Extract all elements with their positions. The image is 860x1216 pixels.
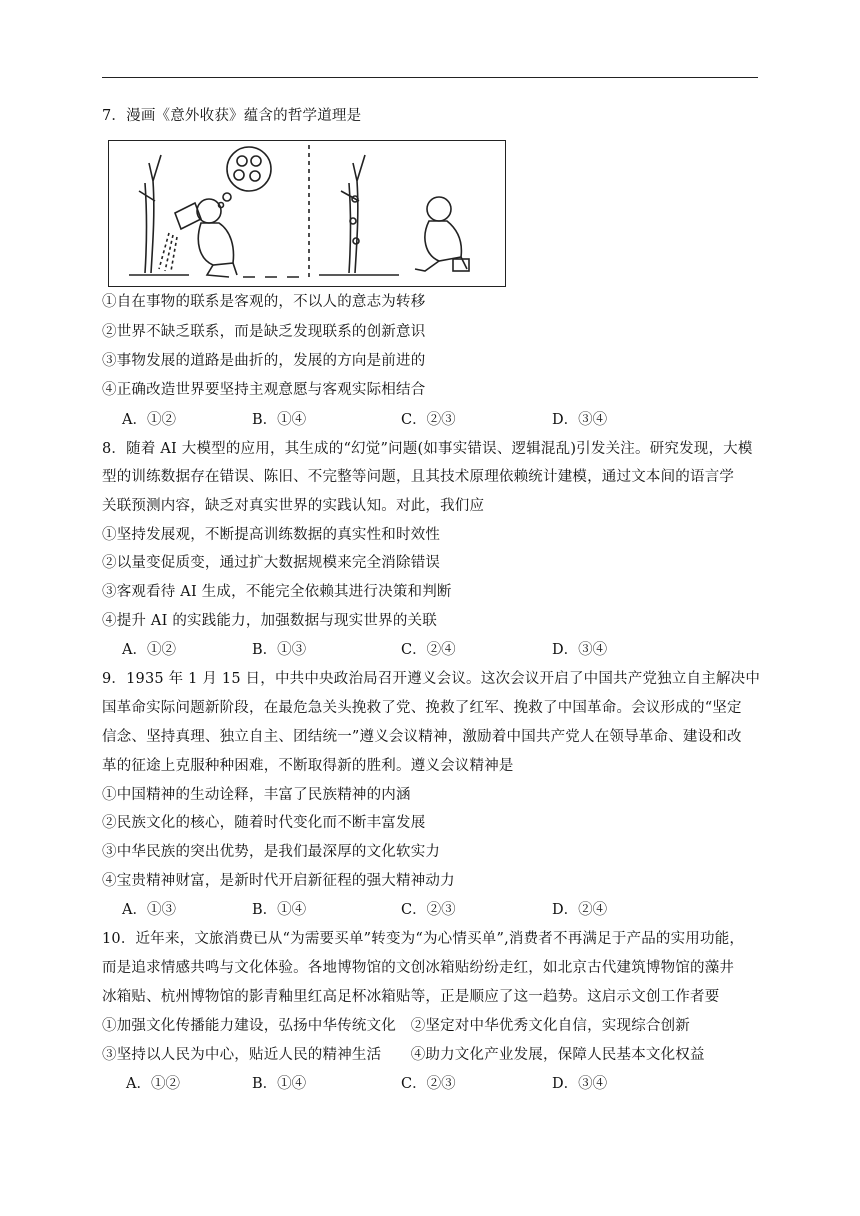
q9-stem-line-3: 信念、坚持真理、独立自主、团结统一”遵义会议精神，激励着中国共产党人在领导革命、建设和改 [102, 729, 742, 745]
q9-option-a[interactable]: A．①③ [122, 902, 176, 918]
q7-stem: 7．漫画《意外收获》蕴含的哲学道理是 [102, 108, 362, 124]
cartoon-watering-tree-apples-icon [109, 141, 505, 286]
q8-stem-line-2: 型的训练数据存在错误、陈旧、不完整等问题，且其技术原理依赖统计建模，通过文本间的语言学 [102, 469, 735, 485]
q8-stem-line-3: 关联预测内容，缺乏对真实世界的实践认知。对此，我们应 [102, 498, 485, 514]
q9-item-1: ①中国精神的生动诠释，丰富了民族精神的内涵 [102, 787, 411, 803]
q10-option-d[interactable]: D．③④ [552, 1076, 608, 1092]
q10-option-c[interactable]: C．②③ [401, 1076, 456, 1092]
q7-item-2: ②世界不缺乏联系，而是缺乏发现联系的创新意识 [102, 324, 426, 340]
header-rule [102, 77, 758, 78]
q9-item-4: ④宝贵精神财富，是新时代开启新征程的强大精神动力 [102, 873, 455, 889]
q8-stem-line-1: 8．随着 AI 大模型的应用，其生成的“幻觉”问题(如事实错误、逻辑混乱)引发关注。研究发现，大模 [102, 441, 753, 457]
q9-option-b[interactable]: B．①④ [252, 902, 307, 918]
q9-option-d[interactable]: D．②④ [552, 902, 608, 918]
q8-option-d[interactable]: D．③④ [552, 642, 608, 658]
cartoon-image [108, 140, 506, 287]
q10-items-row-2: ③坚持以人民为中心，贴近人民的精神生活 ④助力文化产业发展，保障人民基本文化权益 [102, 1047, 705, 1063]
q7-item-3: ③事物发展的道路是曲折的，发展的方向是前进的 [102, 353, 426, 369]
q9-stem-line-2: 国革命实际问题新阶段，在最危急关头挽救了党、挽救了红军、挽救了中国革命。会议形成的“坚定 [102, 700, 742, 716]
q10-option-b[interactable]: B．①④ [252, 1076, 307, 1092]
q9-item-3: ③中华民族的突出优势，是我们最深厚的文化软实力 [102, 844, 441, 860]
q7-option-a[interactable]: A．①② [122, 412, 176, 428]
q9-stem-line-4: 革的征途上克服种种困难，不断取得新的胜利。遵义会议精神是 [102, 758, 514, 774]
q8-item-3: ③客观看待 AI 生成，不能完全依赖其进行决策和判断 [102, 584, 452, 600]
q9-item-2: ②民族文化的核心，随着时代变化而不断丰富发展 [102, 815, 426, 831]
q7-option-c[interactable]: C．②③ [401, 412, 456, 428]
q7-option-b[interactable]: B．①④ [252, 412, 307, 428]
q7-item-1: ①自在事物的联系是客观的，不以人的意志为转移 [102, 294, 426, 310]
q9-stem-line-1: 9．1935 年 1 月 15 日，中共中央政治局召开遵义会议。这次会议开启了中国共产党独立自主解决中 [102, 671, 761, 687]
q7-option-d[interactable]: D．③④ [552, 412, 608, 428]
q8-item-2: ②以量变促质变，通过扩大数据规模来完全消除错误 [102, 555, 441, 571]
q7-item-4: ④正确改造世界要坚持主观意愿与客观实际相结合 [102, 382, 426, 398]
q9-option-c[interactable]: C．②③ [401, 902, 456, 918]
q8-option-b[interactable]: B．①③ [252, 642, 307, 658]
q8-item-4: ④提升 AI 的实践能力，加强数据与现实世界的关联 [102, 613, 437, 629]
q8-option-c[interactable]: C．②④ [401, 642, 456, 658]
q8-option-a[interactable]: A．①② [122, 642, 176, 658]
q10-stem-line-1: 10．近年来，文旅消费已从“为需要买单”转变为“为心情买单”,消费者不再满足于产品的实用功能， [102, 931, 745, 947]
q10-stem-line-3: 冰箱贴、杭州博物馆的影青釉里红高足杯冰箱贴等，正是顺应了这一趋势。这启示文创工作者要 [102, 989, 720, 1005]
q8-item-1: ①坚持发展观，不断提高训练数据的真实性和时效性 [102, 527, 441, 543]
q10-stem-line-2: 而是追求情感共鸣与文化体验。各地博物馆的文创冰箱贴纷纷走红，如北京古代建筑博物馆的藻井 [102, 960, 735, 976]
q10-option-a[interactable]: A．①② [126, 1076, 180, 1092]
q10-items-row-1: ①加强文化传播能力建设，弘扬中华传统文化 ②坚定对中华优秀文化自信，实现综合创新 [102, 1018, 690, 1034]
